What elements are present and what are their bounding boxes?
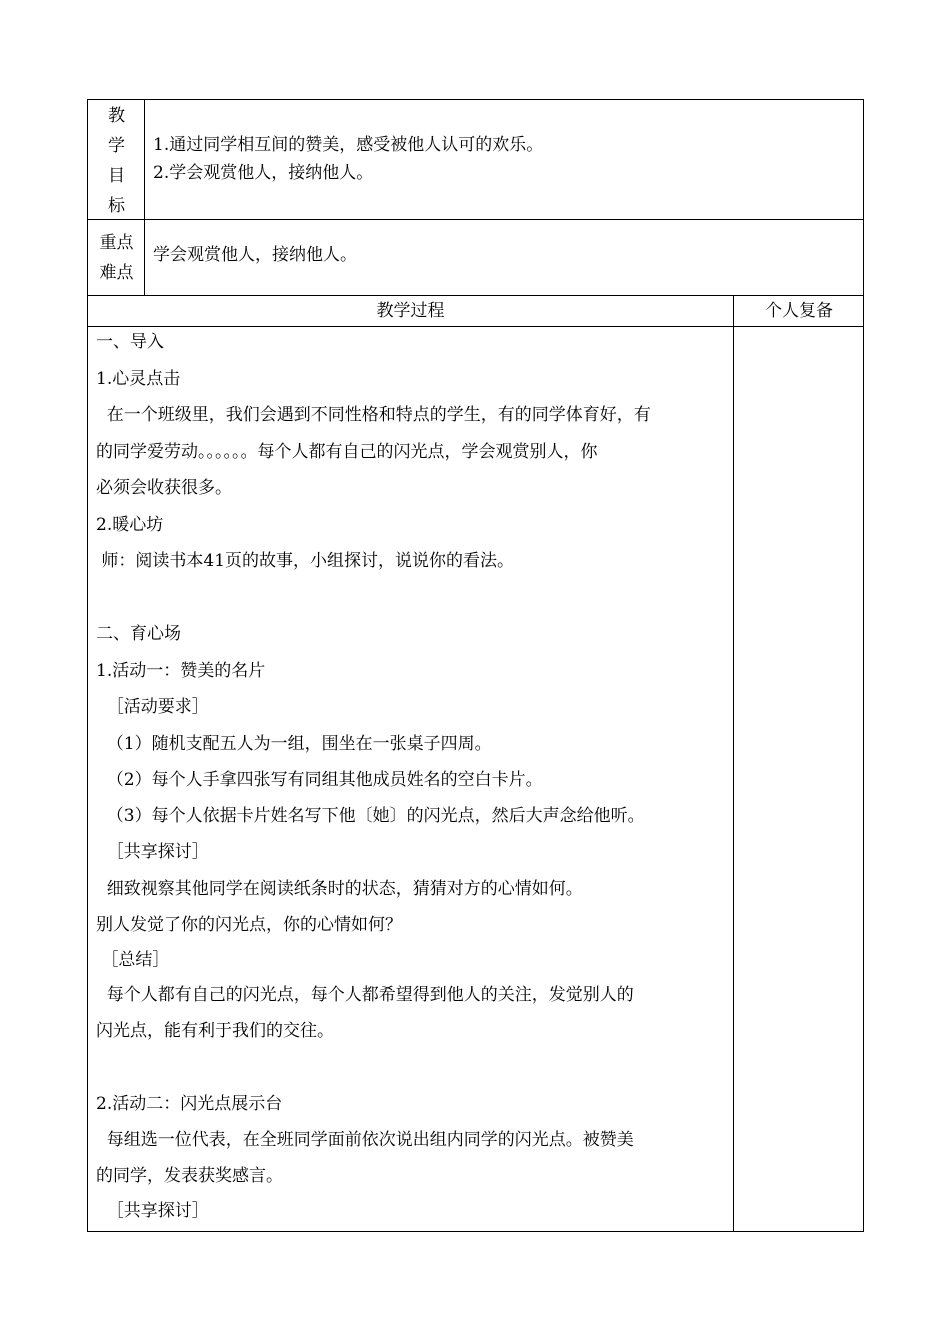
process-line: 的同学爱劳动。。。。。。每个人都有自己的闪光点，学会观赏别人，你 (96, 442, 598, 462)
process-header: 教学过程 (376, 301, 445, 321)
process-line: （3）每个人依据卡片姓名写下他〔她〕的闪光点，然后大声念给他听。 (96, 806, 645, 826)
row-divider (87, 295, 864, 296)
process-line: （2）每个人手拿四张写有同组其他成员姓名的空白卡片。 (96, 770, 543, 790)
process-line: 在一个班级里，我们会遇到不同性格和特点的学生，有的同学体育好，有 (96, 405, 651, 425)
process-line: 二、育心场 (96, 624, 181, 644)
process-line: 闪光点，能有利于我们的交往。 (96, 1021, 334, 1041)
goal-line-2: 2.学会观赏他人，接纳他人。 (153, 163, 374, 183)
process-line: （1）随机支配五人为一组，围坐在一张桌子四周。 (96, 734, 492, 754)
process-line: 别人发觉了你的闪光点，你的心情如何？ (96, 915, 402, 935)
goals-label: 教 学 目 标 (108, 106, 125, 216)
keypoints-text: 学会观赏他人，接纳他人。 (153, 245, 357, 265)
keypoints-label: 重点 难点 (99, 233, 134, 283)
process-line: 每组选一位代表，在全班同学面前依次说出组内同学的闪光点。被赞美 (96, 1130, 634, 1150)
process-line: 必须会收获很多。 (96, 478, 232, 498)
process-line: 每个人都有自己的闪光点，每个人都希望得到他人的关注，发觉别人的 (96, 985, 634, 1005)
row-divider (87, 219, 864, 220)
personal-header: 个人复备 (765, 301, 833, 321)
row-divider (87, 326, 864, 327)
process-line: 一、导入 (96, 332, 164, 352)
process-line: ［活动要求］ (96, 697, 209, 717)
process-line: 师：阅读书本41页的故事，小组探讨，说说你的看法。 (96, 551, 515, 571)
process-line: 细致视察其他同学在阅读纸条时的状态，猜猜对方的心情如何。 (96, 879, 583, 899)
process-line: 的同学，发表获奖感言。 (96, 1166, 283, 1186)
process-line: 2.活动二：闪光点展示台 (96, 1094, 283, 1114)
goal-line-1: 1.通过同学相互间的赞美，感受被他人认可的欢乐。 (153, 135, 544, 155)
process-line: 1.心灵点击 (96, 369, 181, 389)
process-column-divider (733, 295, 734, 1232)
process-line: ［总结］ (96, 950, 170, 970)
process-line: 2.暖心坊 (96, 515, 164, 535)
process-line: ［共享探讨］ (96, 1201, 209, 1221)
process-line: ［共享探讨］ (96, 842, 209, 862)
process-line: 1.活动一：赞美的名片 (96, 661, 266, 681)
